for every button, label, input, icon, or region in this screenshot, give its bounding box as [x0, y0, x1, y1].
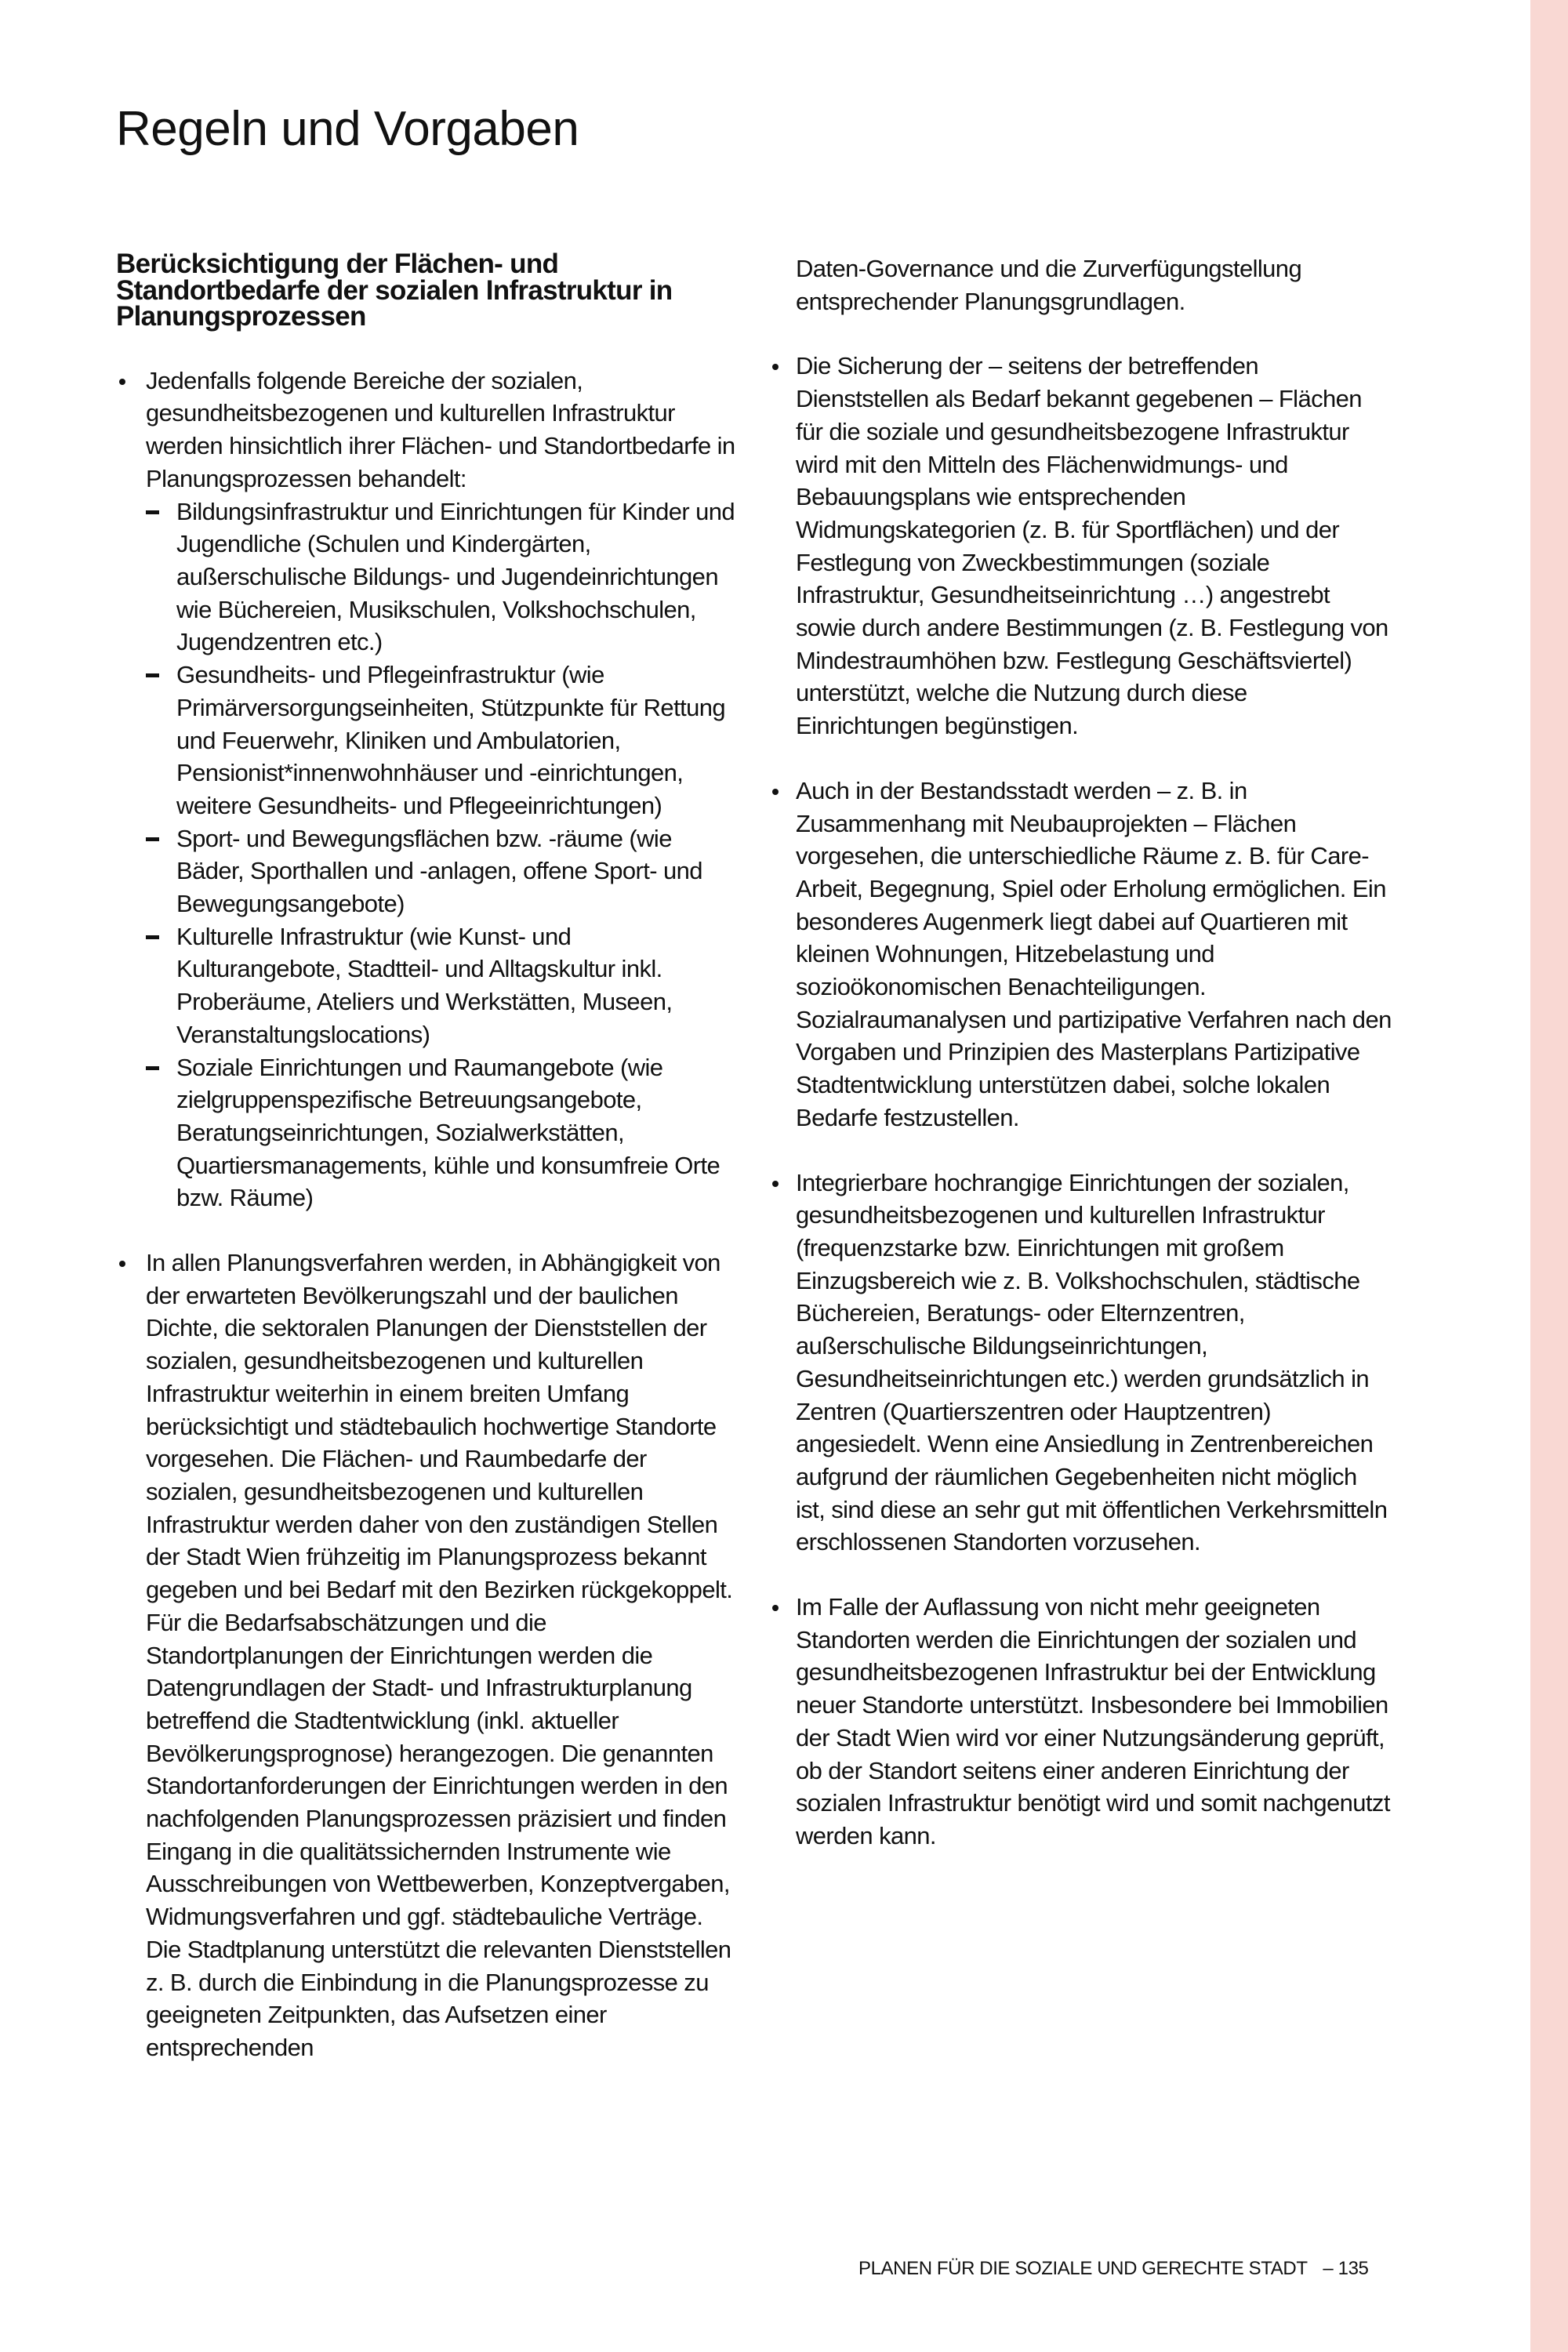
bullet-item — [772, 775, 1392, 1134]
bullet-text: Integrierbare hochrangige Einrichtungen der sozialen, gesundheitsbezogenen und kulturellen Infrastruktur (frequenzstarke bzw. Einrichtungen mit großem Einzugsbereich wie z. B. Volkshochschulen, städtische Büchereien, Beratungs- oder Elternzentren, außerschulische Bildungseinrichtungen, Gesundheitseinrichtungen etc.) werden grundsätzlich in Zentren (Quartierszentren oder Hauptzentren) angesiedelt. Wenn eine Ansiedlung in Zentrenbereichen aufgrund der räumlichen Gegebenheiten nicht möglich ist, sind diese an sehr gut mit öffentlichen Verkehrsmitteln erschlossenen Standorten vorzusehen. — [796, 1168, 1388, 1556]
bullet-item — [772, 350, 1392, 742]
dash-bullet-icon — [146, 1066, 159, 1070]
bullet-item — [116, 365, 735, 1214]
bullet-text: Jedenfalls folgende Bereiche der sozialen, gesundheitsbezogenen und kulturellen Infrastruktur werden hinsichtlich ihrer Flächen- und Standortbedarfe in Planungsprozessen behandelt: — [146, 366, 735, 492]
left-column — [116, 251, 735, 2096]
running-title: PLANEN FÜR DIE SOZIALE UND GERECHTE STADT — [858, 2258, 1308, 2279]
page-title: Regeln und Vorgaben — [116, 102, 579, 156]
page-edge-accent-strip — [1530, 0, 1568, 2352]
continued-paragraph: Daten-Governance und die Zurverfügungstellung entsprechender Planungsgrundlagen. — [796, 255, 1302, 315]
dash-bullet-icon — [146, 510, 159, 514]
sub-item-text: Gesundheits- und Pflegeinfrastruktur (wie Primärversorgungseinheiten, Stützpunkte für Rettung und Feuerwehr, Kliniken und Ambulatorien, Pensionist*innenwohnhäuser und -einrichtungen, weitere Gesundheits- und Pflegeeinrichtungen) — [176, 661, 726, 819]
sub-item-text: Soziale Einrichtungen und Raumangebote (wie zielgruppenspezifische Betreuungsangebote, Beratungseinrichtungen, Sozialwerkstätten, Quartiersmanagements, kühle und konsumfreie Orte bzw. Räume) — [176, 1053, 720, 1212]
sub-list — [146, 495, 735, 1214]
page-number: 135 — [1338, 2258, 1369, 2279]
bullet-item — [772, 1167, 1392, 1559]
sub-item-text: Kulturelle Infrastruktur (wie Kunst- und Kulturangebote, Stadtteil- und Alltagskultur inkl. Proberäume, Ateliers und Werkstätten, Museen, Veranstaltungslocations) — [176, 922, 673, 1048]
footer-separator: – — [1323, 2258, 1334, 2279]
right-column — [772, 252, 1392, 1885]
bullet-text: Auch in der Bestandsstadt werden – z. B. in Zusammenhang mit Neubauprojekten – Flächen vorgesehen, die unterschiedliche Räume z. B. für Care-Arbeit, Begegnung, Spiel oder Erholung ermöglichen. Ein besonderes Augenmerk liegt dabei auf Quartieren mit kleinen Wohnungen, Hitzebelastung und sozioökonomischen Benachteiligungen. Sozialraumanalysen und partizipative Verfahren nach den Vorgaben und Prinzipien des Masterplans Partizipative Stadtentwicklung unterstützen dabei, solche lokalen Bedarfe festzustellen. — [796, 776, 1392, 1131]
sub-list-item — [146, 822, 735, 920]
dash-bullet-icon — [146, 673, 159, 677]
sub-list-item — [146, 495, 735, 659]
bullet-text: Im Falle der Auflassung von nicht mehr geeigneten Standorten werden die Einrichtungen der sozialen und gesundheitsbezogenen Infrastruktur bei der Entwicklung neuer Standorte unterstützt. Insbesondere bei Immobilien der Stadt Wien wird vor einer Nutzungsänderung geprüft, ob der Standort seitens einer anderen Einrichtung der sozialen Infrastruktur benötigt wird und somit nachgenutzt werden kann. — [796, 1593, 1390, 1849]
bullet-item — [772, 1591, 1392, 1853]
sub-list-item — [146, 659, 735, 822]
page-footer — [858, 2258, 1369, 2280]
bullet-item — [116, 1247, 735, 2064]
section-subheading: Berücksichtigung der Flächen- und Standortbedarfe der sozialen Infrastruktur in Planungsprozessen — [116, 249, 673, 332]
dash-bullet-icon — [146, 935, 159, 939]
sub-item-text: Bildungsinfrastruktur und Einrichtungen für Kinder und Jugendliche (Schulen und Kindergärten, außerschulische Bildungs- und Jugendeinrichtungen wie Büchereien, Musikschulen, Volkshochschulen, Jugendzentren etc.) — [176, 497, 735, 656]
bullet-text: Die Sicherung der – seitens der betreffenden Dienststellen als Bedarf bekannt gegebenen – Flächen für die soziale und gesundheitsbezogene Infrastruktur wird mit den Mitteln des Flächenwidmungs- und Bebauungsplans wie entsprechenden Widmungskategorien (z. B. für Sportflächen) und der Festlegung von Zweckbestimmungen (soziale Infrastruktur, Gesundheitseinrichtung …) angestrebt sowie durch andere Bestimmungen (z. B. Festlegung von Mindestraumhöhen bzw. Festlegung Geschäftsviertel) unterstützt, welche die Nutzung durch diese Einrichtungen begünstigen. — [796, 352, 1388, 740]
bullet-text: In allen Planungsverfahren werden, in Abhängigkeit von der erwarteten Bevölkerungszahl und der baulichen Dichte, die sektoralen Planungen der Dienststellen der sozialen, gesundheitsbezogenen und kulturellen Infrastruktur weiterhin in einem breiten Umfang berücksichtigt und städtebaulich hochwertige Standorte vorgesehen. Die Flächen- und Raumbedarfe der sozialen, gesundheitsbezogenen und kulturellen Infrastruktur werden daher von den zuständigen Stellen der Stadt Wien frühzeitig im Planungsprozess bekannt gegeben und bei Bedarf mit den Bezirken rückgekoppelt. Für die Bedarfsabschätzungen und die Standortplanungen der Einrichtungen werden die Datengrundlagen der Stadt- und Infrastrukturplanung betreffend die Stadtentwicklung (inkl. aktueller Bevölkerungsprognose) herangezogen. Die genannten Standortanforderungen der Einrichtungen werden in den nachfolgenden Planungsprozessen präzisiert und finden Eingang in die qualitätssichernden Instrumente wie Ausschreibungen von Wettbewerben, Konzeptvergaben, Widmungsverfahren und ggf. städtebauliche Verträge. Die Stadtplanung unterstützt die relevanten Dienststellen z. B. durch die Einbindung in die Planungsprozesse zu geeigneten Zeitpunkten, das Aufsetzen einer entsprechenden — [146, 1249, 733, 2061]
sub-item-text: Sport- und Bewegungsflächen bzw. -räume (wie Bäder, Sporthallen und -anlagen, offene Sport- und Bewegungsangebote) — [176, 824, 702, 918]
dash-bullet-icon — [146, 837, 159, 841]
sub-list-item — [146, 920, 735, 1051]
sub-list-item — [146, 1051, 735, 1215]
